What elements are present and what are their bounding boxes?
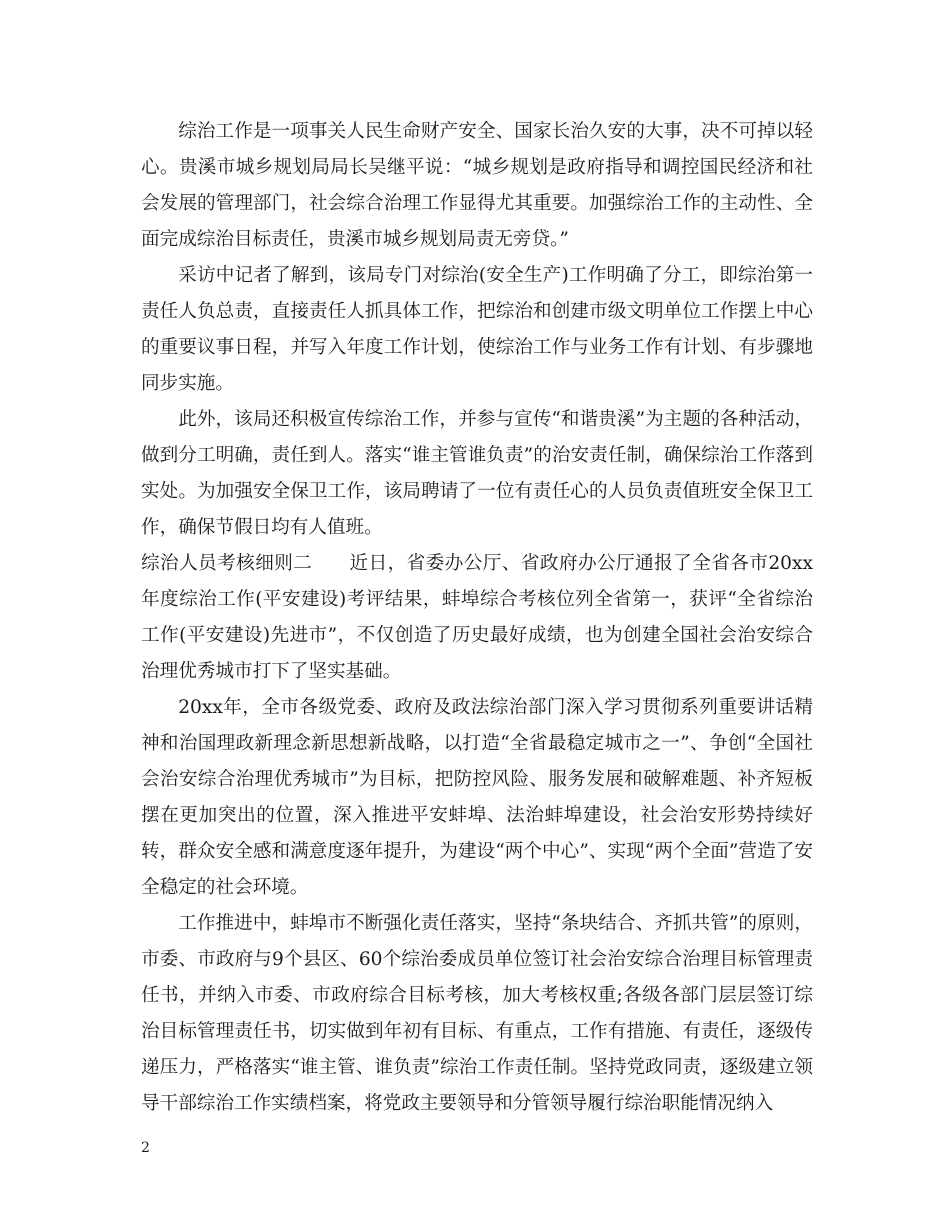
- paragraph-3: 此外，该局还积极宣传综治工作，并参与宣传“和谐贵溪”为主题的各种活动，做到分工明确，责任到人。落实“谁主管谁负责”的治安责任制，确保综治工作落到实处。为加强安全保卫工作，该局聘请了一位有责任心的人员负责值班安全保卫工作，确保节假日均有人值班。: [141, 409, 813, 538]
- section-paragraph: [141, 546, 813, 690]
- document-body: [141, 114, 813, 1122]
- section-heading: 综治人员考核细则二: [141, 553, 313, 574]
- paragraph-1: 综治工作是一项事关人民生命财产安全、国家长治久安的大事，决不可掉以轻心。贵溪市城乡规划局局长吴继平说：“城乡规划是政府指导和调控国民经济和社会发展的管理部门，社会综合治理工作显得尤其重要。加强综治工作的主动性、全面完成综治目标责任，贵溪市城乡规划局责无旁贷。”: [141, 121, 813, 250]
- section-first-paragraph: 近日，省委办公厅、省政府办公厅通报了全省各市20xx年度综治工作(平安建设)考评结果，蚌埠综合考核位列全省第一，获评“全省综治工作(平安建设)先进市”，不仅创造了历史最好成绩，也为创建全国社会治安综合治理优秀城市打下了坚实基础。: [141, 553, 813, 682]
- paragraph-2: 采访中记者了解到，该局专门对综治(安全生产)工作明确了分工，即综治第一责任人负总责，直接责任人抓具体工作，把综治和创建市级文明单位工作摆上中心的重要议事日程，并写入年度工作计划，使综治工作与业务工作有计划、有步骤地同步实施。: [141, 265, 813, 394]
- page-number: 2: [141, 1140, 150, 1156]
- paragraph-5: 20xx年，全市各级党委、政府及政法综治部门深入学习贯彻系列重要讲话精神和治国理政新理念新思想新战略，以打造“全省最稳定城市之一”、争创“全国社会治安综合治理优秀城市”为目标，把防控风险、服务发展和破解难题、补齐短板摆在更加突出的位置，深入推进平安蚌埠、法治蚌埠建设，社会治安形势持续好转，群众安全感和满意度逐年提升，为建设“两个中心”、实现“两个全面”营造了安全稳定的社会环境。: [141, 697, 813, 898]
- paragraph-6: 工作推进中，蚌埠市不断强化责任落实，坚持“条块结合、齐抓共管”的原则，市委、市政府与9个县区、60个综治委成员单位签订社会治安综合治理目标管理责任书，并纳入市委、市政府综合目标考核，加大考核权重;各级各部门层层签订综治目标管理责任书，切实做到年初有目标、有重点，工作有措施、有责任，逐级传递压力，严格落实“谁主管、谁负责”综治工作责任制。坚持党政同责，逐级建立领导干部综治工作实绩档案，将党政主要领导和分管领导履行综治职能情况纳入: [141, 913, 813, 1114]
